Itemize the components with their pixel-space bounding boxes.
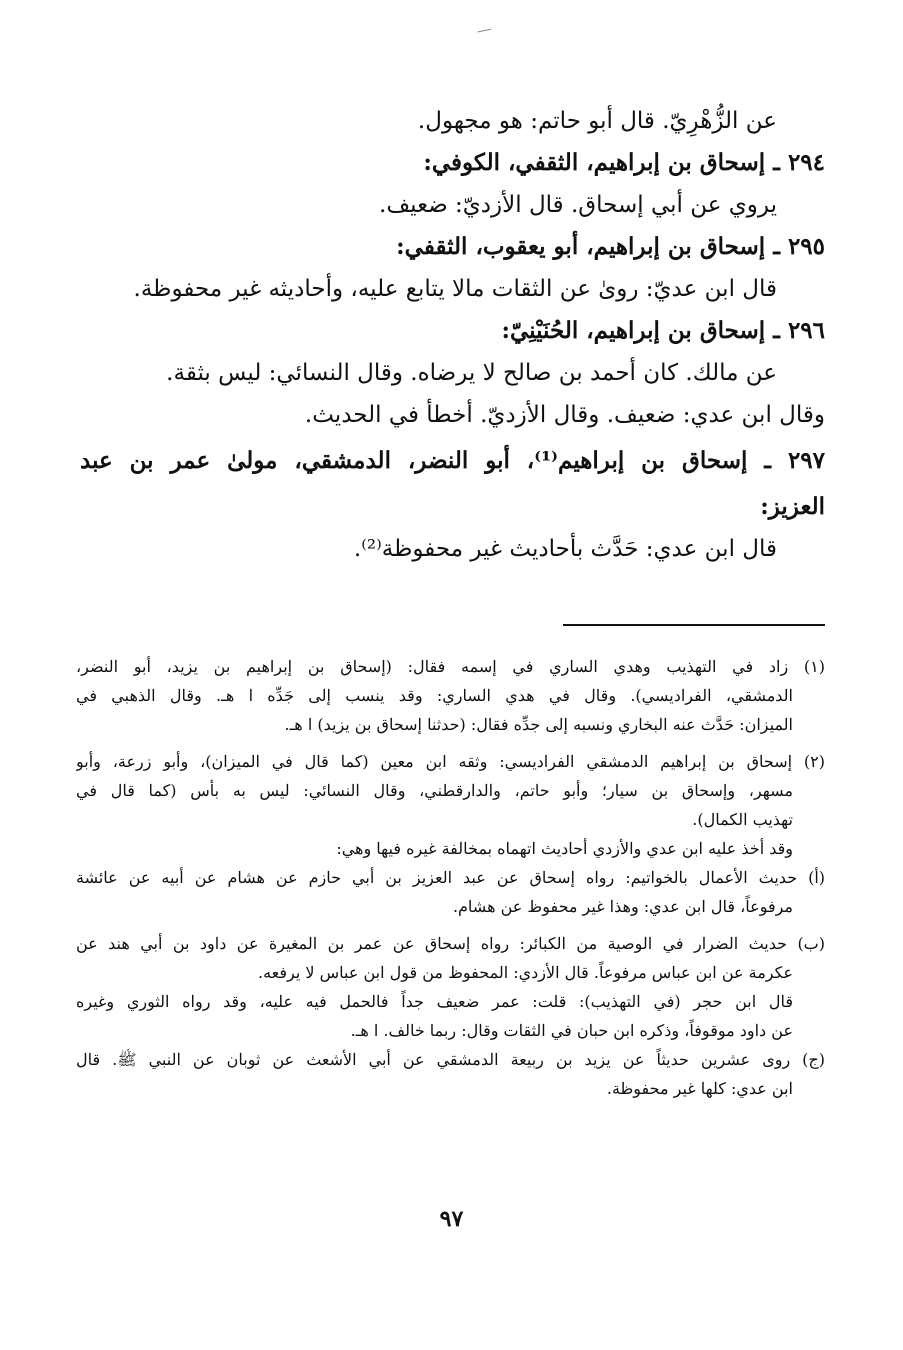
footnote-line: وقد أخذ عليه ابن عدي والأزدي أحاديث اتهماه بمخالفة غيره فيها وهي: <box>336 839 793 858</box>
footnote-line: قال ابن حجر (في التهذيب): قلت: عمر ضعيف جداً فالحمل فيه عليه، وقد رواه الثوري وغيره <box>76 992 793 1011</box>
page-number: ٩٧ <box>439 1206 464 1232</box>
footnote-line: عن داود موقوفاً، وذكره ابن حبان في الثقات وقال: ربما خالف. ا هـ. <box>350 1021 793 1040</box>
scan-mark <box>477 29 492 39</box>
footnotes <box>76 652 825 1103</box>
footnote-line: (أ) حديث الأعمال بالخواتيم: رواه إسحاق عن عبد العزيز بن أبي حازم عن هشام عن أبيه عن عائشة <box>76 868 825 887</box>
footnote-line: مرفوعاً، قال ابن عدي: وهذا غير محفوظ عن هشام. <box>452 897 793 916</box>
footnote-gap <box>76 739 825 747</box>
entry-heading: ٢٩٤ ـ إسحاق بن إبراهيم، الثقفي، الكوفي: <box>423 149 825 176</box>
entry-heading: ٢٩٦ ـ إسحاق بن إبراهيم، الحُنَيْنِيّ: <box>501 317 825 344</box>
body-line: عن الزُّهْرِيّ. قال أبو حاتم: هو مجهول. <box>417 108 777 134</box>
footnote-line: (ج) روى عشرين حديثاً عن يزيد بن ربيعة الدمشقي عن أبي الأشعث عن ثوبان عن النبي ﷺ. قال <box>76 1050 825 1069</box>
footnote-line: ابن عدي: كلها غير محفوظة. <box>606 1079 793 1098</box>
footnote-line: الدمشقي، الفراديسي). وقال في هدي الساري: وقد ينسب إلى جَدِّه ا هـ. وقال الذهبي في <box>76 686 793 705</box>
main-text <box>80 100 825 570</box>
body-line: يروي عن أبي إسحاق. قال الأزديّ: ضعيف. <box>379 192 777 218</box>
footnote-line: الميزان: حَدَّث عنه البخاري ونسبه إلى جدِّه فقال: (حدثنا إسحاق بن يزيد) ا هـ. <box>284 715 793 734</box>
footnote-line: (٢) إسحاق بن إبراهيم الدمشقي الفراديسي: وثقه ابن معين (كما قال في الميزان)، وأبو زرعة، وأبو <box>76 752 825 771</box>
footnote-line: عكرمة عن ابن عباس مرفوعاً. قال الأزدي: المحفوظ من قول ابن عباس لا يرفعه. <box>257 963 793 982</box>
entry-heading: العزيز: <box>760 493 825 520</box>
footnote-line: (١) زاد في التهذيب وهدي الساري في إسمه فقال: (إسحاق بن إبراهيم بن يزيد، أبو النضر، <box>76 657 825 676</box>
entry-heading: ٢٩٥ ـ إسحاق بن إبراهيم، أبو يعقوب، الثقفي: <box>396 233 825 260</box>
body-line: عن مالك. كان أحمد بن صالح لا يرضاه. وقال النسائي: ليس بثقة. <box>166 360 777 386</box>
footnote-line: مسهر، وإسحاق بن سيار؛ وأبو حاتم، والدارقطني، وقال النسائي: ليس به بأس (كما قال في <box>76 781 793 800</box>
body-line: قال ابن عديّ: روىٰ عن الثقات مالا يتابع عليه، وأحاديثه غير محفوظة. <box>133 276 777 302</box>
footnote-gap <box>76 921 825 929</box>
entry-heading: ٢٩٧ ـ إسحاق بن إبراهيم⁽¹⁾، أبو النضر، الدمشقي، مولىٰ عمر بن عبد <box>80 447 825 474</box>
body-line: وقال ابن عدي: ضعيف. وقال الأزديّ. أخطأ في الحديث. <box>304 402 825 428</box>
footnote-line: تهذيب الكمال). <box>692 810 793 829</box>
footnote-line: (ب) حديث الضرار في الوصية من الكبائر: رواه إسحاق عن عمر بن المغيرة عن داود بن أبي هند عن <box>76 934 825 953</box>
footnote-separator <box>563 624 825 626</box>
body-line: قال ابن عدي: حَدَّث بأحاديث غير محفوظة⁽²⁾. <box>353 536 777 562</box>
